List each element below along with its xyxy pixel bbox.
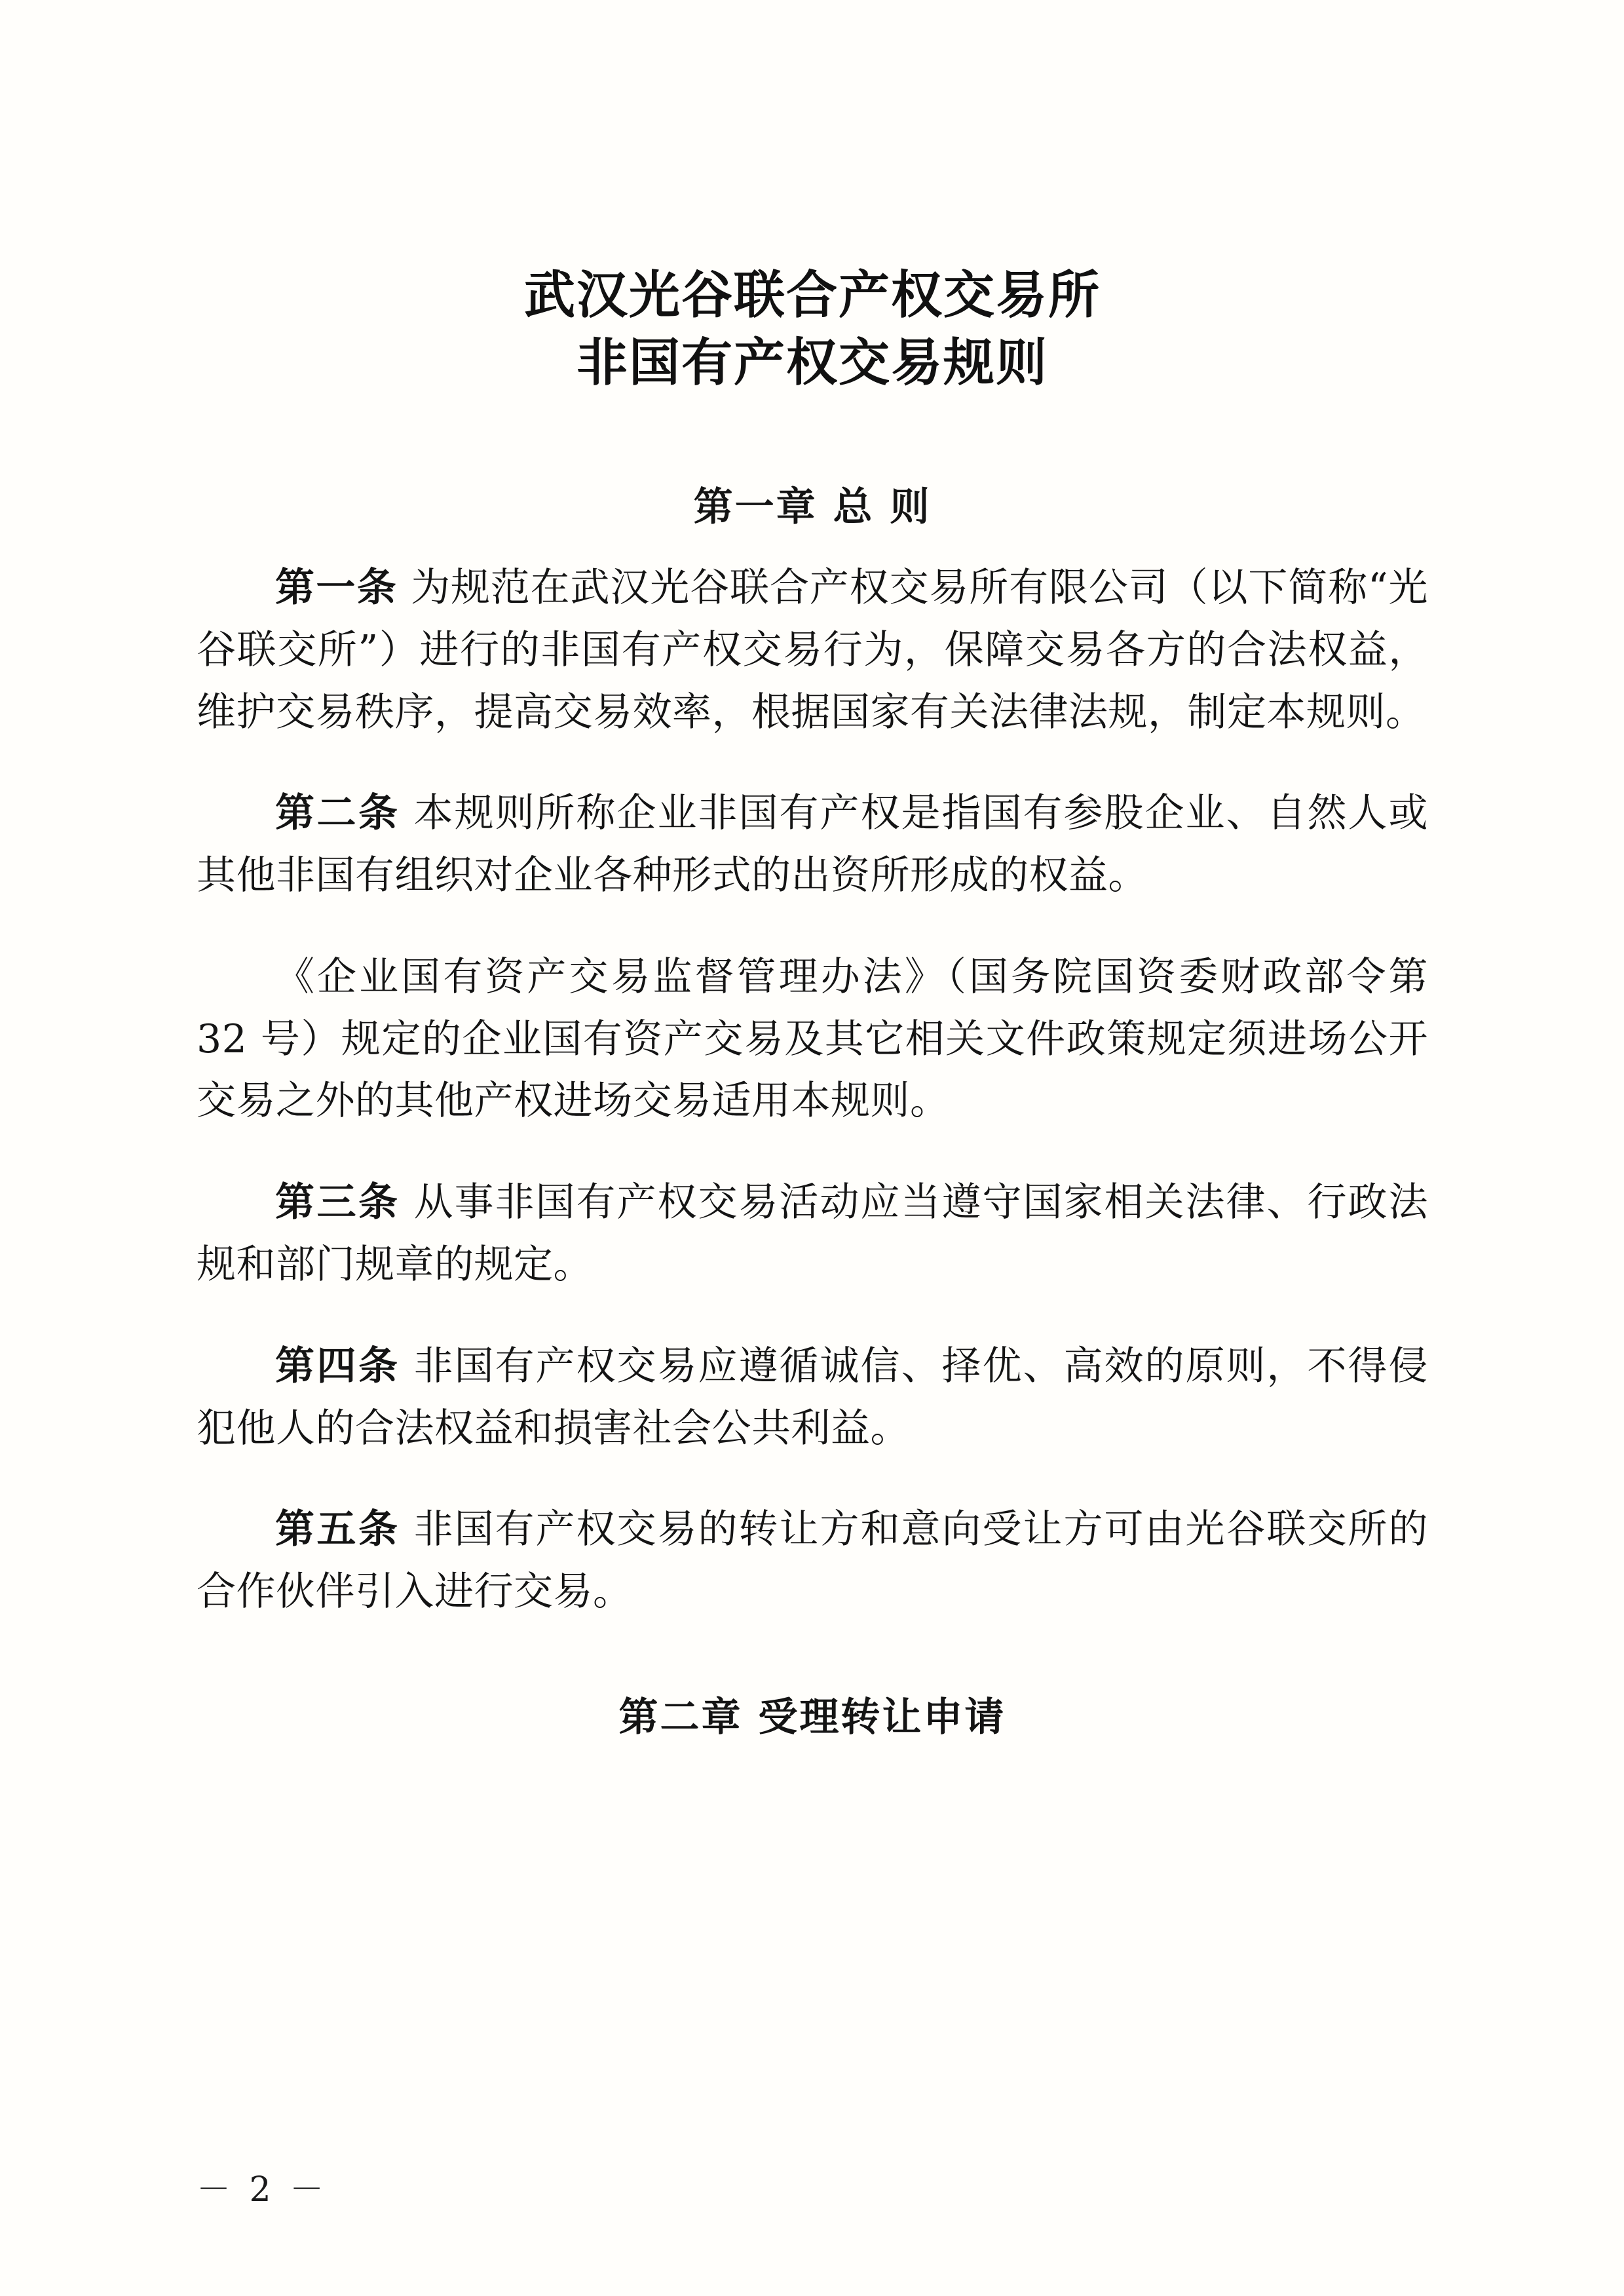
page-number: － 2 － [197,2170,328,2210]
article-paragraph [197,1335,1428,1460]
article-paragraph [197,1172,1428,1296]
article-text: 本规则所称企业非国有产权是指国有参股企业、自然人或其他非国有组织对企业各种形式的出资所形成的权益。 [197,790,1429,899]
article-text: 非国有产权交易应遵循诚信、择优、高效的原则，不得侵犯他人的合法权益和损害社会公共利益。 [197,1343,1429,1451]
article-label: 第四条 [275,1343,400,1389]
document-title [197,262,1428,397]
article-label: 第二条 [275,790,400,837]
chapter-heading-one: 第一章 总 则 [693,484,932,530]
article-text: 从事非国有产权交易活动应当遵守国家相关法律、行政法规和部门规章的规定。 [197,1179,1429,1288]
title-line-1: 武汉光谷联合产权交易所 [523,265,1101,325]
article-label: 第三条 [275,1179,400,1226]
page-content [197,0,1428,1742]
article-paragraph [197,557,1428,743]
article-label: 第一条 [275,564,398,611]
article-text: 《企业国有资产交易监督管理办法》（国务院国资委财政部令第 32 号）规定的企业国有资产交易及其它相关文件政策规定须进场公开交易之外的其他产权进场交易适用本规则。 [197,953,1428,1124]
article-text: 非国有产权交易的转让方和意向受让方可由光谷联交所的合作伙伴引入进行交易。 [197,1506,1429,1615]
article-paragraph [197,946,1428,1132]
article-paragraph [197,1499,1428,1623]
title-line-2: 非国有产权交易规则 [576,332,1048,392]
article-paragraph [197,782,1428,907]
chapter-heading-two: 第二章 受理转让申请 [618,1694,1006,1741]
article-text: 为规范在武汉光谷联合产权交易所有限公司（以下简称“光谷联交所”）进行的非国有产权交易行为，保障交易各方的合法权益，维护交易秩序，提高交易效率，根据国家有关法律法规，制定本规则。 [197,564,1429,735]
article-label: 第五条 [275,1506,400,1553]
